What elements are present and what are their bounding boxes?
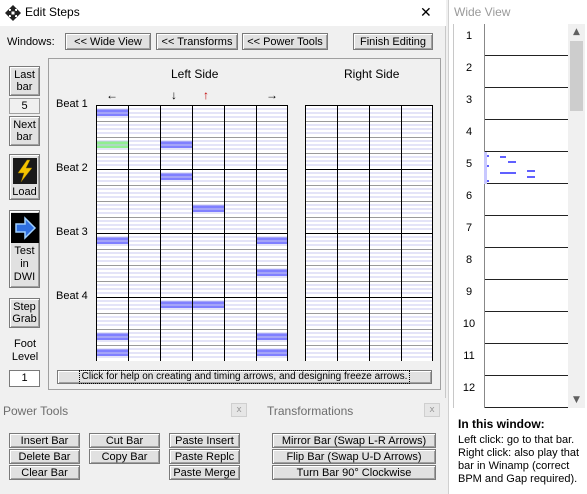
windows-label: Windows:	[7, 36, 55, 48]
wide-bar-number[interactable]: 6	[465, 190, 473, 202]
right-side-label: Right Side	[344, 67, 400, 81]
paste-insert-button[interactable]: Paste Insert	[169, 433, 240, 448]
window-title: Edit Steps	[25, 5, 80, 19]
current-bar-marker	[484, 152, 487, 184]
insert-bar-button[interactable]: Insert Bar	[9, 433, 80, 448]
wide-view-scrollbar[interactable]	[568, 24, 585, 408]
wide-note-mark	[508, 161, 516, 163]
next-bar-button[interactable]	[9, 116, 40, 146]
next-bar-label: Next bar	[13, 119, 36, 143]
wide-bar-number[interactable]: 5	[465, 158, 473, 170]
scroll-down-icon[interactable]: ▼	[573, 395, 580, 405]
last-bar-button[interactable]	[9, 66, 40, 96]
wide-bar-number[interactable]: 1	[465, 30, 473, 42]
title-bar[interactable]	[0, 0, 446, 26]
wide-bar-number[interactable]: 4	[465, 126, 473, 138]
transformations-close-icon[interactable]: x	[424, 403, 440, 417]
left-side-label: Left Side	[171, 67, 219, 81]
load-label: Load	[12, 186, 37, 198]
beat-3-label: Beat 3	[56, 226, 88, 238]
wide-bar-number[interactable]: 11	[463, 350, 475, 362]
test-in-dwi-button[interactable]	[9, 210, 40, 288]
finish-editing-button[interactable]: Finish Editing	[353, 33, 433, 50]
scroll-up-icon[interactable]: ▲	[573, 27, 580, 37]
lightning-icon	[12, 157, 38, 185]
transformations-panel	[264, 400, 446, 494]
foot-level-label	[8, 338, 42, 364]
transformations-title: Transformations	[267, 404, 354, 418]
info-line-2: Right click: also play that bar in Winamp (correct BPM and Gap required).	[458, 447, 580, 485]
wide-bar-number[interactable]: 3	[465, 94, 473, 106]
wide-bar-number[interactable]: 10	[462, 318, 476, 330]
right-side-grid[interactable]	[305, 105, 433, 361]
wide-bar-number[interactable]: 2	[465, 62, 473, 74]
info-title: In this window:	[458, 417, 545, 431]
wide-view-window	[448, 0, 587, 494]
foot-level-text: Foot Level	[11, 338, 39, 363]
beat-2-label: Beat 2	[56, 162, 88, 174]
app-move-icon	[5, 5, 21, 21]
mirror-bar-button[interactable]: Mirror Bar (Swap L-R Arrows)	[272, 433, 436, 448]
power-tools-close-icon[interactable]: x	[231, 403, 247, 417]
wide-view-title: Wide View	[454, 5, 511, 19]
wide-view-list[interactable]	[453, 24, 567, 408]
scroll-thumb[interactable]	[570, 41, 583, 111]
wide-bar-number[interactable]: 8	[465, 254, 473, 266]
load-button[interactable]	[9, 154, 40, 200]
cut-bar-button[interactable]: Cut Bar	[89, 433, 160, 448]
last-bar-label: Last bar	[14, 69, 35, 93]
power-tools-title: Power Tools	[3, 404, 69, 418]
step-grid-panel	[48, 58, 441, 390]
copy-bar-button[interactable]: Copy Bar	[89, 449, 160, 464]
wide-bar-number[interactable]: 7	[465, 222, 473, 234]
wide-bar-number[interactable]: 12	[462, 382, 476, 394]
foot-level-field[interactable]	[9, 370, 40, 387]
arrow-right-icon	[11, 213, 39, 243]
step-grab-label: Step Grab	[12, 301, 37, 325]
wide-view-info	[449, 410, 587, 494]
down-arrow-icon: ↓	[171, 88, 177, 102]
left-arrow-icon: ←	[106, 88, 118, 102]
clear-bar-button[interactable]: Clear Bar	[9, 465, 80, 480]
beat-1-label: Beat 1	[56, 98, 88, 110]
wide-view-bars[interactable]	[454, 24, 568, 408]
foot-level-value: 1	[21, 372, 28, 384]
test-label: Test in DWI	[13, 245, 36, 283]
wide-bar-number[interactable]: 9	[465, 286, 473, 298]
info-line-1: Left click: go to that bar.	[458, 434, 575, 446]
delete-bar-button[interactable]: Delete Bar	[9, 449, 80, 464]
power-tools-panel	[0, 400, 254, 494]
paste-merge-button[interactable]: Paste Merge	[169, 465, 240, 480]
bar-number-field	[9, 98, 40, 114]
wide-note-mark	[500, 156, 506, 158]
left-side-grid[interactable]	[96, 105, 288, 361]
paste-replace-button[interactable]: Paste Replc	[169, 449, 240, 464]
step-grab-button[interactable]	[9, 298, 40, 328]
wide-note-mark	[500, 172, 516, 174]
beat-4-label: Beat 4	[56, 290, 88, 302]
flip-bar-button[interactable]: Flip Bar (Swap U-D Arrows)	[272, 449, 436, 464]
wide-note-mark	[527, 176, 535, 178]
help-label: Click for help on creating and timing arrows, and designing freeze arrows.	[79, 370, 411, 384]
transforms-button[interactable]: << Transforms	[156, 33, 238, 50]
power-tools-button[interactable]: << Power Tools	[242, 33, 328, 50]
bar-number-value: 5	[21, 100, 28, 112]
close-icon[interactable]: ✕	[420, 4, 432, 20]
turn-bar-button[interactable]: Turn Bar 90° Clockwise	[272, 465, 436, 480]
wide-view-button[interactable]: << Wide View	[65, 33, 151, 50]
right-arrow-icon: →	[266, 88, 278, 102]
wide-note-mark	[527, 170, 535, 172]
up-arrow-icon: ↑	[203, 88, 209, 102]
help-button[interactable]	[57, 370, 432, 384]
